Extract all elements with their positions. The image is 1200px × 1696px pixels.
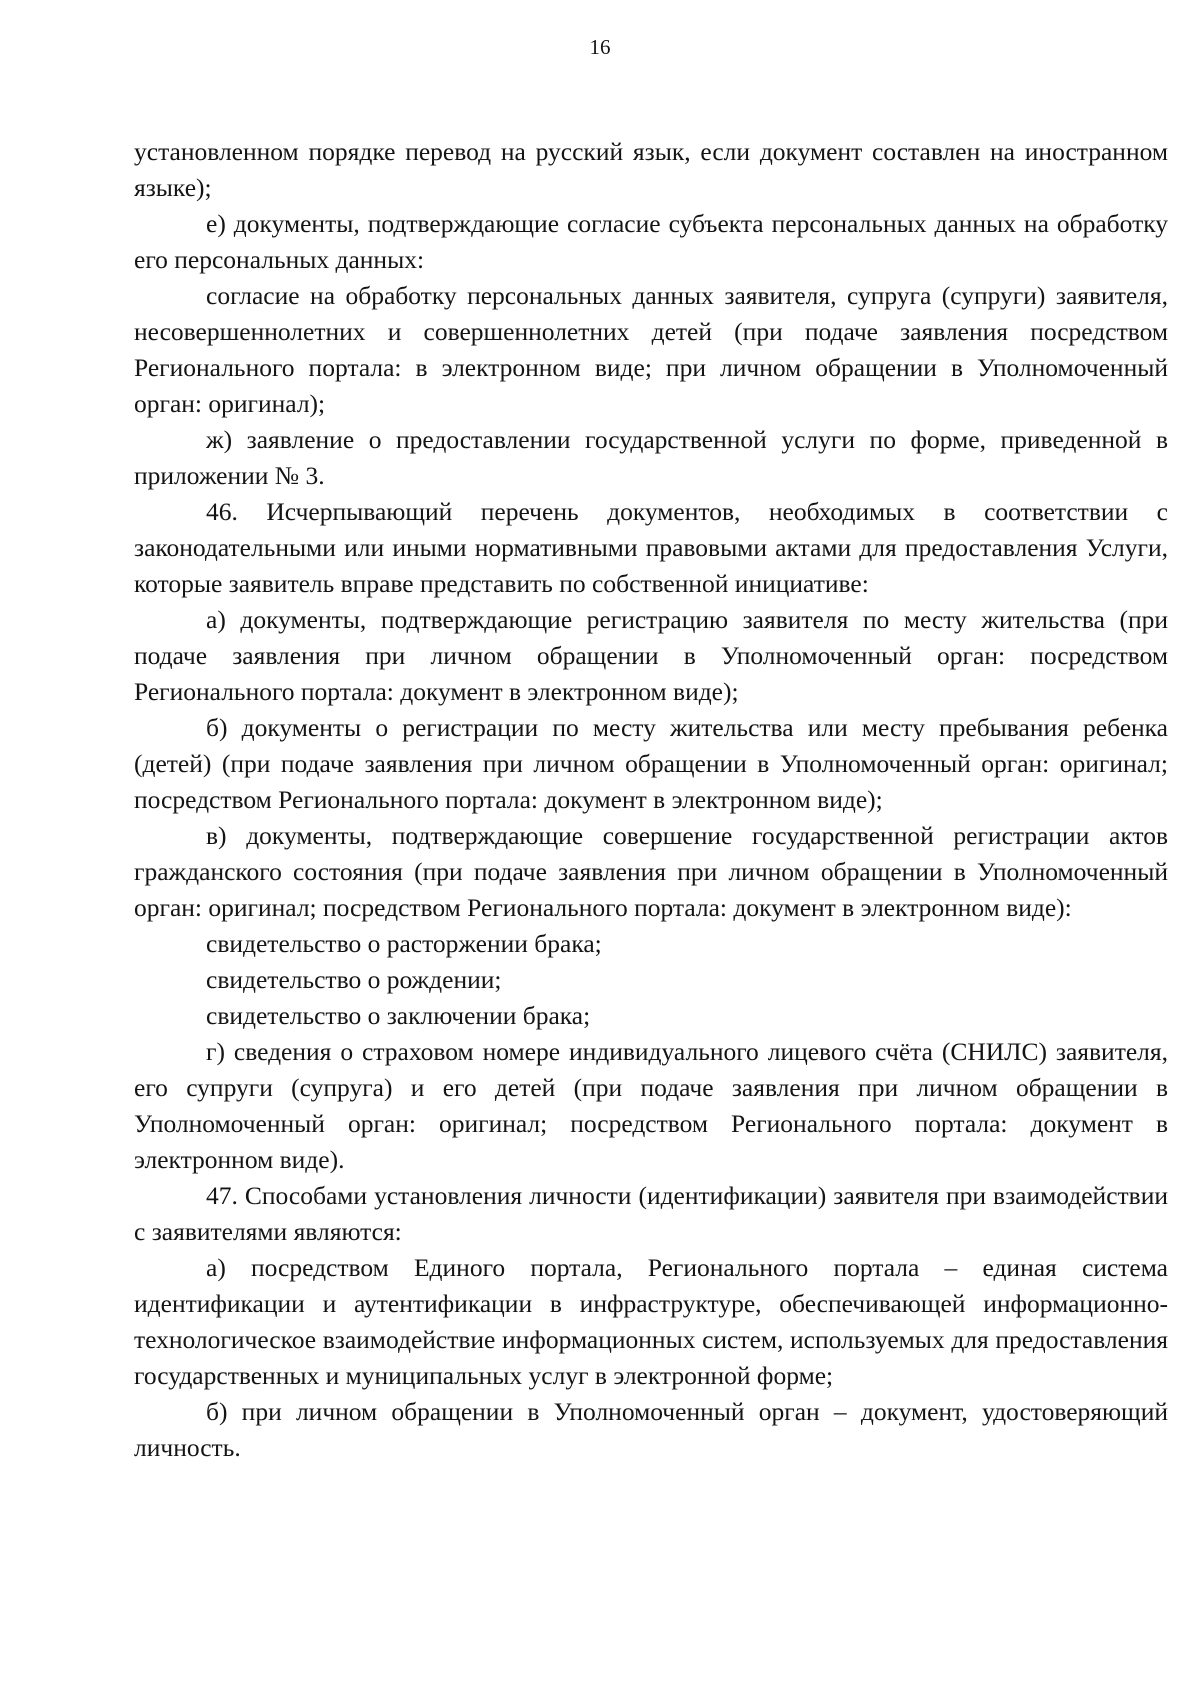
paragraph-47: 47. Способами установления личности (идентификации) заявителя при взаимодействии с заявителями являются: bbox=[134, 1181, 1168, 1246]
document-body bbox=[134, 134, 1168, 1466]
paragraph-consent: согласие на обработку персональных данных заявителя, супруга (супруги) заявителя, несовершеннолетних и совершеннолетних детей (при подаче заявления посредством Регионального портала: в электронном виде; при личном обращении в Уполномоченный орган: оригинал); bbox=[134, 281, 1168, 418]
list-item-birth-certificate: свидетельство о рождении; bbox=[206, 965, 502, 994]
paragraph-47-b: б) при личном обращении в Уполномоченный орган – документ, удостоверяющий личность. bbox=[134, 1397, 1168, 1462]
page-number: 16 bbox=[589, 35, 611, 59]
paragraph-46: 46. Исчерпывающий перечень документов, необходимых в соответствии с законодательными или иными нормативными правовыми актами для предоставления Услуги, которые заявитель вправе представить по собственной инициативе: bbox=[134, 497, 1168, 598]
list-item-marriage-certificate: свидетельство о заключении брака; bbox=[206, 1001, 591, 1030]
list-item-divorce-certificate: свидетельство о расторжении брака; bbox=[206, 929, 602, 958]
paragraph-46-g: г) сведения о страховом номере индивидуального лицевого счёта (СНИЛС) заявителя, его супруги (супруга) и его детей (при подаче заявления при личном обращении в Уполномоченный орган: оригинал; посредством Регионального портала: документ в электронном виде). bbox=[134, 1037, 1168, 1174]
paragraph-46-b: б) документы о регистрации по месту жительства или месту пребывания ребенка (детей) (при подаче заявления при личном обращении в Уполномоченный орган: оригинал; посредством Регионального портала: документ в электронном виде); bbox=[134, 713, 1168, 814]
paragraph-continuation: установленном порядке перевод на русский язык, если документ составлен на иностранном языке); bbox=[134, 137, 1168, 202]
paragraph-47-a: а) посредством Единого портала, Регионального портала – единая система идентификации и аутентификации в инфраструктуре, обеспечивающей информационно-технологическое взаимодействие информационных систем, используемых для предоставления государственных и муниципальных услуг в электронной форме; bbox=[134, 1253, 1168, 1390]
paragraph-item-zh: ж) заявление о предоставлении государственной услуги по форме, приведенной в приложении № 3. bbox=[134, 425, 1168, 490]
paragraph-item-e: е) документы, подтверждающие согласие субъекта персональных данных на обработку его персональных данных: bbox=[134, 209, 1168, 274]
paragraph-46-v: в) документы, подтверждающие совершение государственной регистрации актов гражданского состояния (при подаче заявления при личном обращении в Уполномоченный орган: оригинал; посредством Регионального портала: документ в электронном виде): bbox=[134, 821, 1168, 922]
paragraph-46-a: а) документы, подтверждающие регистрацию заявителя по месту жительства (при подаче заявления при личном обращении в Уполномоченный орган: посредством Регионального портала: документ в электронном виде); bbox=[134, 605, 1168, 706]
